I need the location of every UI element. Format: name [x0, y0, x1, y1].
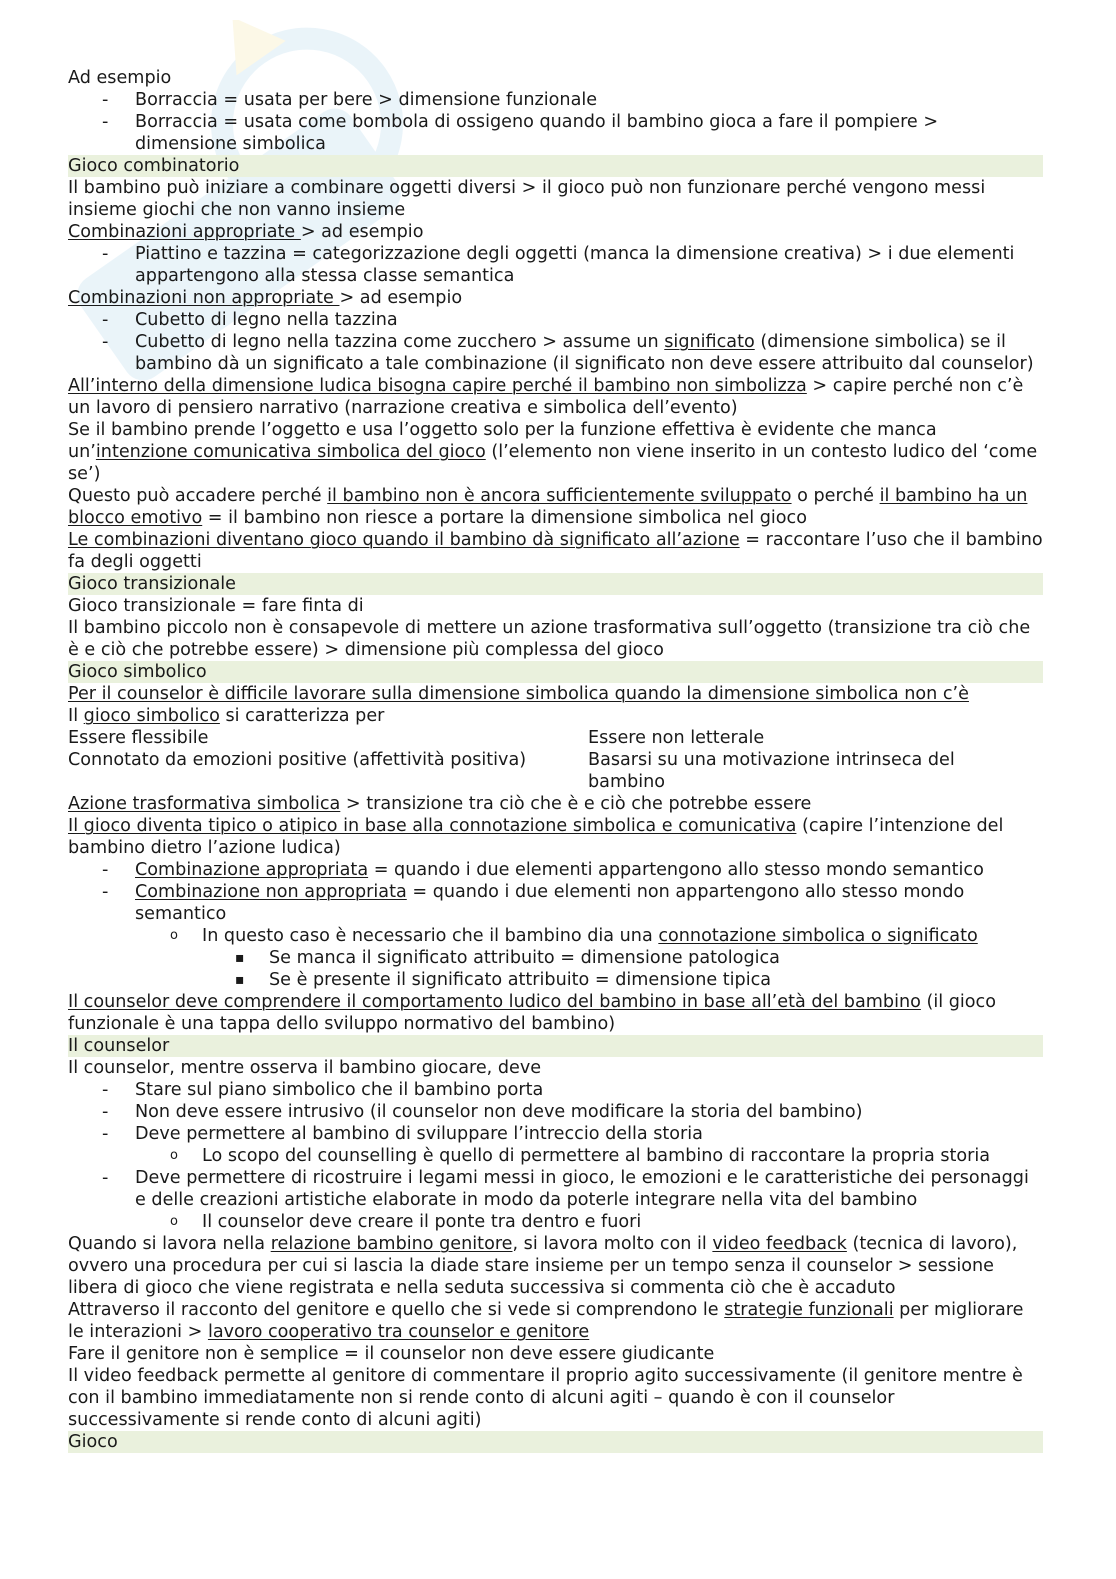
paragraph [68, 221, 1043, 243]
list-item: - Stare sul piano simbolico che il bambino porta [68, 1079, 1043, 1101]
paragraph [68, 793, 1043, 815]
list-item: - Deve permettere di ricostruire i legami messi in gioco, le emozioni e le caratteristiche dei personaggi e delle creazioni artistiche elaborate in modo da poterle integrare nella vita del bambino [68, 1167, 1043, 1211]
text: o perché [791, 486, 880, 506]
paragraph [68, 705, 1043, 727]
two-column-list [68, 727, 1043, 793]
paragraph [68, 815, 1043, 859]
underlined-text: relazione bambino genitore [270, 1234, 513, 1254]
paragraph [68, 287, 1043, 309]
text: = raccontare l’uso che il bambino fa degli oggetti [68, 530, 1043, 572]
column-item: Basarsi su una motivazione intrinseca del bambino [588, 750, 955, 792]
underlined-text: video feedback [712, 1234, 847, 1254]
paragraph [68, 529, 1043, 573]
list-item: - Piattino e tazzina = categorizzazione degli oggetti (manca la dimensione creativa) > i due elementi appartengono alla stessa classe semantica [68, 243, 1043, 287]
list-item: o Lo scopo del counselling è quello di permettere al bambino di raccontare la propria storia [68, 1145, 1043, 1167]
list-item: o Il counselor deve creare il ponte tra dentro e fuori [68, 1211, 1043, 1233]
underlined-text: connotazione simbolica o significato [658, 926, 978, 946]
section-heading-il-counselor: Il counselor [68, 1035, 1043, 1057]
paragraph [68, 1233, 1043, 1299]
paragraph [68, 683, 1043, 705]
text: Quando si lavora nella [68, 1234, 271, 1254]
paragraph: Gioco transizionale = fare finta di [68, 596, 364, 616]
underlined-text: Le combinazioni diventano gioco quando il bambino dà significato all’azione [68, 530, 740, 550]
text: > ad esempio [300, 222, 424, 242]
paragraph: Fare il genitore non è semplice = il counselor non deve essere giudicante [68, 1344, 715, 1364]
paragraph [68, 1299, 1043, 1343]
underlined-text: Il gioco diventa tipico o atipico in base alla connotazione simbolica e comunicativa [68, 816, 797, 836]
text: (il gioco funzionale è una tappa dello sviluppo normativo del bambino) [68, 992, 996, 1034]
paragraph: Il video feedback permette al genitore di commentare il proprio agito successivamente (il genitore mentre è con il bambino immediatamente non si rende conto di alcuni agiti – quando è con il counselor successivamente si rende conto di alcuni agiti) [68, 1366, 1023, 1430]
text: = il bambino non riesce a portare la dimensione simbolica nel gioco [202, 508, 807, 528]
text: In questo caso è necessario che il bambino dia una [202, 926, 659, 946]
text: per migliorare le interazioni > [68, 1300, 1024, 1342]
list-item: ▪ Se manca il significato attribuito = dimensione patologica [68, 947, 1043, 969]
underlined-text: il bambino ha un blocco emotivo [68, 486, 1028, 528]
underlined-text: Azione trasformativa simbolica [68, 794, 341, 814]
text: Il [68, 706, 84, 726]
text: (tecnica di lavoro), ovvero una procedura per cui si lascia la diade stare insieme per un tempo senza il counselor > sessione libera di gioco che viene registrata e nella seduta successiva si commenta ciò che è accaduto [68, 1234, 1018, 1298]
underlined-text: Il counselor deve comprendere il comportamento ludico del bambino in base all’età del bambino [68, 992, 921, 1012]
list-item [68, 881, 1043, 925]
list-item: - Deve permettere al bambino di sviluppare l’intreccio della storia [68, 1123, 1043, 1145]
paragraph [68, 375, 1043, 419]
column-item: Essere flessibile [68, 728, 209, 748]
text: , si lavora molto con il [512, 1234, 713, 1254]
paragraph: Il bambino può iniziare a combinare oggetti diversi > il gioco può non funzionare perché vengono messi insieme giochi che non vanno insieme [68, 178, 986, 220]
underlined-text: significato [664, 332, 755, 352]
underlined-text: strategie funzionali [724, 1300, 894, 1320]
text: > ad esempio [339, 288, 463, 308]
underlined-text: il bambino non è ancora sufficientemente sviluppato [327, 486, 792, 506]
text: (l’elemento non viene inserito in un contesto ludico del ‘come se’) [68, 442, 1038, 484]
paragraph: Il counselor, mentre osserva il bambino giocare, deve [68, 1058, 542, 1078]
underlined-text: Combinazioni appropriate [68, 222, 301, 242]
document-page [68, 67, 1043, 1453]
section-heading-gioco-transizionale: Gioco transizionale [68, 573, 1043, 595]
list-item: - Borraccia = usata come bombola di ossigeno quando il bambino gioca a fare il pompiere > dimensione simbolica [68, 111, 1043, 155]
list-item: - Non deve essere intrusivo (il counselor non deve modificare la storia del bambino) [68, 1101, 1043, 1123]
column-item: Connotato da emozioni positive (affettività positiva) [68, 750, 527, 770]
text: (capire l’intenzione del bambino dietro l’azione ludica) [68, 816, 1004, 858]
underlined-text: Per il counselor è difficile lavorare sulla dimensione simbolica quando la dimensione simbolica non c’è [68, 684, 969, 704]
text: Se il bambino prende l’oggetto e usa l’oggetto solo per la funzione effettiva è evidente che manca un’ [68, 420, 937, 462]
section-heading-gioco-simbolico: Gioco simbolico [68, 661, 1043, 683]
text: si caratterizza per [219, 706, 385, 726]
paragraph [68, 991, 1043, 1035]
list-item: - Cubetto di legno nella tazzina [68, 309, 1043, 331]
text: = quando i due elementi appartengono allo stesso mondo semantico [368, 860, 984, 880]
text: Attraverso il racconto del genitore e quello che si vede si comprendono le [68, 1300, 725, 1320]
intro-line: Ad esempio [68, 68, 172, 88]
paragraph [68, 419, 1043, 485]
text: > capire perché non c’è un lavoro di pensiero narrativo (narrazione creativa e simbolica dell’evento) [68, 376, 1024, 418]
section-heading-gioco: Gioco [68, 1431, 1043, 1453]
underlined-text: lavoro cooperativo tra counselor e genitore [207, 1322, 590, 1342]
text: = quando i due elementi non appartengono allo stesso mondo semantico [135, 882, 965, 924]
list-item: ▪ Se è presente il significato attribuito = dimensione tipica [68, 969, 1043, 991]
text: (dimensione simbolica) se il bambino dà un significato a tale combinazione (il significato non deve essere attribuito dal counselor) [135, 332, 1034, 374]
paragraph [68, 485, 1043, 529]
list-item [68, 859, 1043, 881]
underlined-text: Combinazione appropriata [135, 860, 369, 880]
list-item [68, 925, 1043, 947]
underlined-text: Combinazioni non appropriate [68, 288, 340, 308]
underlined-text: Combinazione non appropriata [135, 882, 407, 902]
underlined-text: gioco simbolico [83, 706, 220, 726]
list-item: - Borraccia = usata per bere > dimensione funzionale [68, 89, 1043, 111]
column-item: Essere non letterale [588, 728, 765, 748]
underlined-text: intenzione comunicativa simbolica del gioco [95, 442, 486, 462]
text: Questo può accadere perché [68, 486, 328, 506]
section-heading-gioco-combinatorio: Gioco combinatorio [68, 155, 1043, 177]
list-item [68, 331, 1043, 375]
text: > transizione tra ciò che è e ciò che potrebbe essere [340, 794, 812, 814]
paragraph: Il bambino piccolo non è consapevole di mettere un azione trasformativa sull’oggetto (transizione tra ciò che è e ciò che potrebbe essere) > dimensione più complessa del gioco [68, 618, 1031, 660]
underlined-text: All’interno della dimensione ludica bisogna capire perché il bambino non simbolizza [68, 376, 807, 396]
text: Cubetto di legno nella tazzina come zucchero > assume un [135, 332, 665, 352]
